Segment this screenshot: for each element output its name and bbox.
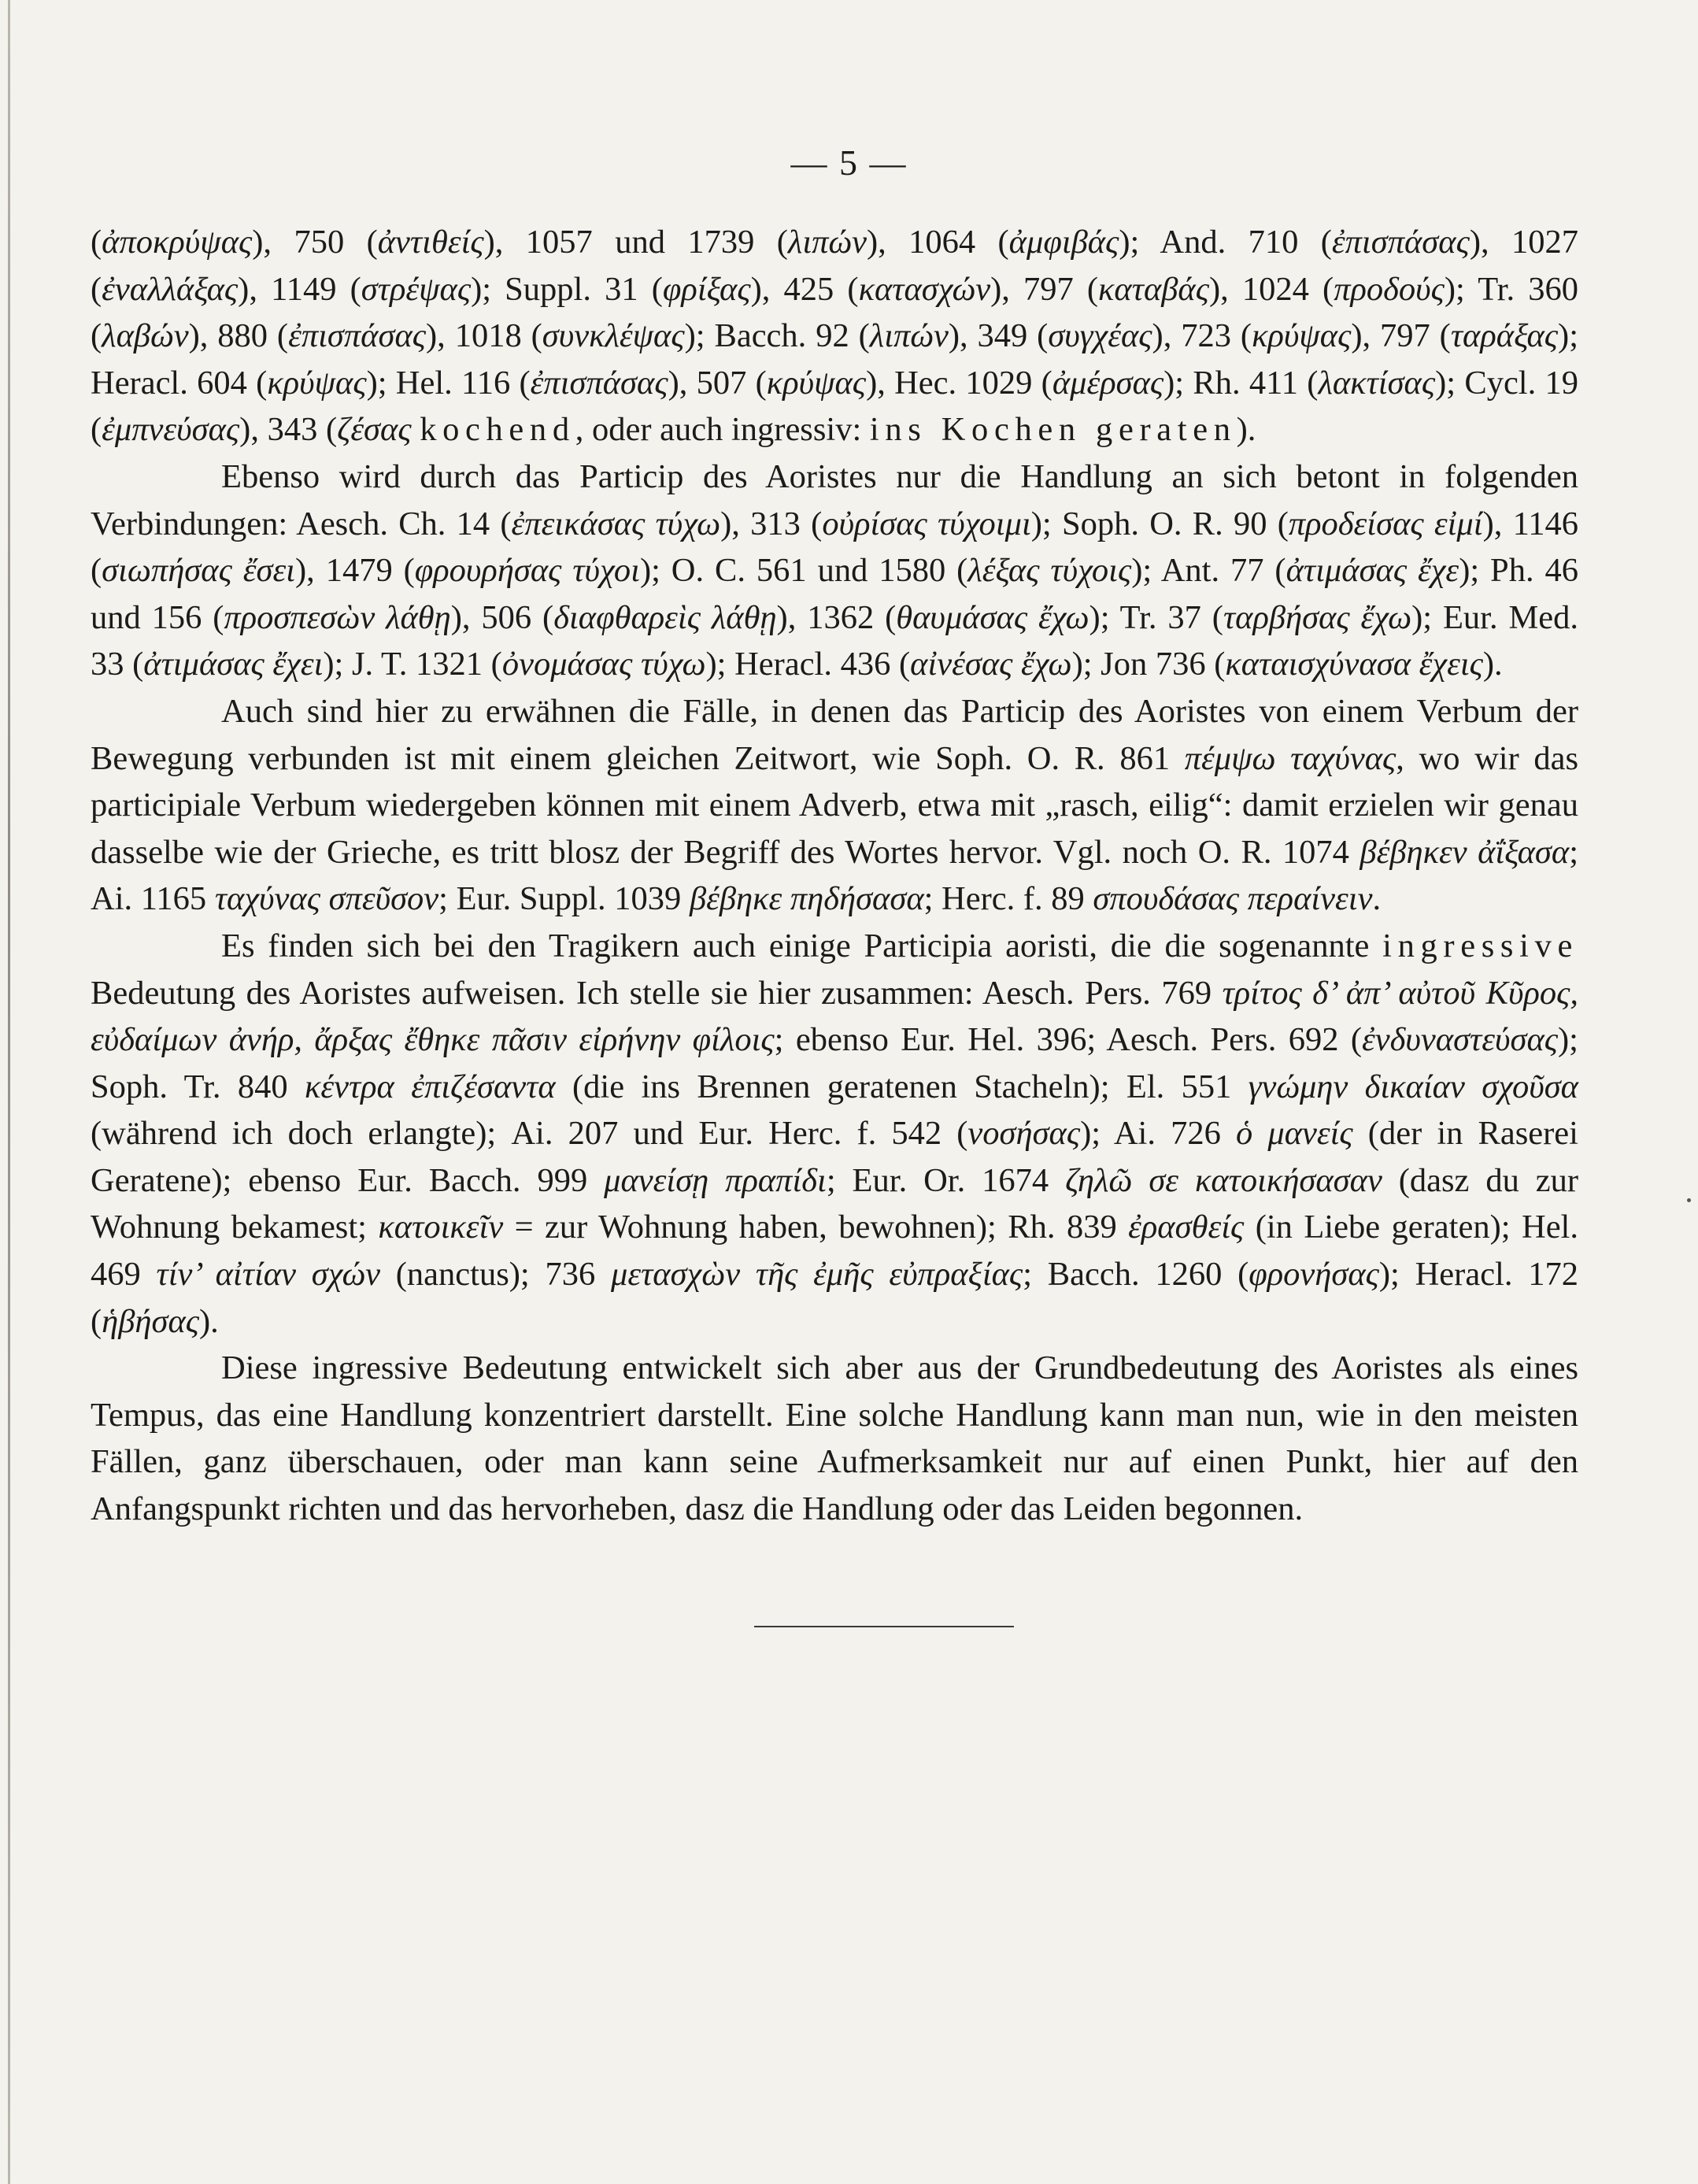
text-run: ); J. T. 1321 ( xyxy=(323,646,502,683)
greek-citation: βέβηκε πηδήσασα xyxy=(689,880,924,918)
page-number: — 5 — xyxy=(790,143,908,183)
greek-citation: προσπεσὼν λάθῃ xyxy=(224,598,451,636)
greek-citation: κατασχών xyxy=(858,270,991,308)
text-run: ); Heracl. 436 ( xyxy=(705,646,911,683)
text-run: (dasz du zur Wohnung bekamest; xyxy=(91,1161,1579,1246)
text-run: . xyxy=(1372,880,1382,918)
text-run: ), 1479 ( xyxy=(295,552,415,590)
greek-citation: ἡβήσας xyxy=(102,1302,200,1340)
text-run: ), 880 ( xyxy=(188,317,289,355)
paragraph-3 xyxy=(91,688,1578,923)
greek-citation: ἐρασθείς xyxy=(1128,1209,1245,1246)
text-run: (in Liebe geraten); Hel. 469 xyxy=(91,1209,1578,1294)
greek-citation: ἀτιμάσας ἔχε xyxy=(1286,552,1459,590)
text-run: Ebenso wird durch das Particip des Aoristes nur die Handlung an sich betont in folgenden Verbindungen: Aesch. Ch. 14 ( xyxy=(91,457,1578,542)
greek-citation: ἐπισπάσας xyxy=(288,317,426,355)
text-run: ); Eur. Med. 33 ( xyxy=(91,598,1578,683)
greek-citation: κρύψας xyxy=(267,364,367,402)
text-run: (der in Raserei Geratene); ebenso Eur. Bacch. 999 xyxy=(91,1115,1578,1199)
greek-citation: μανείσῃ πραπίδι xyxy=(604,1161,827,1199)
greek-citation: μετασχὼν τῆς ἐμῆς εὐπραξίας xyxy=(610,1256,1023,1294)
text-run: ), 1018 ( xyxy=(426,317,542,355)
greek-citation: ταχύνας σπεῦσον xyxy=(214,880,439,918)
greek-citation: νοσήσας xyxy=(967,1115,1081,1153)
text-run: ); Bacch. 92 ( xyxy=(684,317,870,355)
text-run: ), 1064 ( xyxy=(866,224,1009,261)
body-text xyxy=(91,219,1578,1533)
greek-citation: ἐπισπάσας xyxy=(530,364,668,402)
greek-citation: φρουρήσας τύχοι xyxy=(414,552,640,590)
greek-citation: ἀμέρσας xyxy=(1052,364,1164,402)
greek-citation: ἀτιμάσας ἔχει xyxy=(143,646,324,683)
greek-citation: γνώμην δικαίαν σχοῦσα xyxy=(1248,1068,1578,1105)
text-run: ); Hel. 116 ( xyxy=(366,364,531,402)
text-run: ), 1149 ( xyxy=(238,270,361,308)
greek-citation: φρίξας xyxy=(662,270,751,308)
greek-citation: ἀντιθείς xyxy=(377,224,484,261)
paragraph-1 xyxy=(91,219,1578,453)
text-run: (die ins Brennen geratenen Stacheln); El. 551 xyxy=(555,1068,1249,1105)
text-run: ( xyxy=(91,224,102,261)
greek-citation: καταισχύνασα ἔχεις xyxy=(1225,646,1483,683)
greek-citation: θαυμάσας ἔχω xyxy=(896,598,1089,636)
greek-citation: ἐπεικάσας τύχω xyxy=(511,505,721,542)
greek-citation: διαφθαρεὶς λάθῃ xyxy=(553,598,777,636)
text-run: (während ich doch erlangte); Ai. 207 und Eur. Herc. f. 542 ( xyxy=(91,1115,968,1153)
text-run: , oder auch ingressiv: xyxy=(575,411,870,449)
text-run: ; Herc. f. 89 xyxy=(923,880,1093,918)
text-run: (nanctus); 736 xyxy=(379,1256,611,1294)
text-run: ), 1024 ( xyxy=(1208,270,1334,308)
greek-citation: οὐρίσας τύχοιμι xyxy=(822,505,1031,542)
text-run: ), Hec. 1029 ( xyxy=(866,364,1052,402)
text-run: Bedeutung des Aoristes aufweisen. Ich stelle sie hier zusammen: Aesch. Pers. 769 xyxy=(91,974,1223,1012)
text-run: Auch sind hier zu erwähnen die Fälle, in denen das Particip des Aoristes von einem Verbum der Bewegung verbunden ist mit einem gleichen Zeitwort, wie Soph. O. R. 861 xyxy=(91,692,1578,777)
greek-citation: ταρβήσας ἔχω xyxy=(1223,598,1412,636)
greek-citation: ἐνδυναστεύσας xyxy=(1362,1021,1559,1059)
text-run: ; Eur. Suppl. 1039 xyxy=(438,880,690,918)
text-run: ); Suppl. 31 ( xyxy=(471,270,663,308)
text-run: ), 723 ( xyxy=(1152,317,1252,355)
text-run: ), 1146 ( xyxy=(91,505,1579,590)
text-run: ), 425 ( xyxy=(750,270,859,308)
greek-citation: λαβών xyxy=(102,317,189,355)
text-run: ); Heracl. 604 ( xyxy=(91,317,1579,402)
spaced-emphasis: kochend xyxy=(420,411,575,449)
text-run: ); Ai. 726 xyxy=(1080,1115,1236,1153)
text-run: ); And. 710 ( xyxy=(1119,224,1332,261)
greek-citation: κρύψας xyxy=(766,364,867,402)
greek-citation: προδείσας εἰμί xyxy=(1288,505,1483,542)
greek-citation: συνκλέψας xyxy=(542,317,685,355)
greek-citation: ὁ μανείς xyxy=(1235,1115,1353,1153)
text-run: ), 506 ( xyxy=(450,598,554,636)
text-run: ); Soph. Tr. 840 xyxy=(91,1021,1578,1105)
text-run: ), 750 ( xyxy=(252,224,378,261)
paragraph-5 xyxy=(91,1345,1578,1532)
greek-citation: πέμψω ταχύνας xyxy=(1184,739,1397,777)
greek-citation: ὀνομάσας τύχω xyxy=(501,646,706,683)
text-run: ); Cycl. 19 ( xyxy=(91,364,1579,449)
text-run: ), 797 ( xyxy=(1351,317,1451,355)
text-run: ), 313 ( xyxy=(720,505,823,542)
greek-citation: ζηλῶ σε κατοικήσασαν xyxy=(1065,1161,1382,1199)
text-run: ); Tr. 37 ( xyxy=(1089,598,1223,636)
greek-citation: λιπών xyxy=(869,317,949,355)
text-run: ). xyxy=(199,1302,219,1340)
greek-citation: ἐναλλάξας xyxy=(102,270,239,308)
text-run: ; ebenso Eur. Hel. 396; Aesch. Pers. 692 ( xyxy=(774,1021,1363,1059)
text-run: ); O. C. 561 und 1580 ( xyxy=(639,552,968,590)
greek-citation: τίν’ αἰτίαν σχών xyxy=(156,1256,380,1294)
greek-citation: αἰνέσας ἔχω xyxy=(910,646,1072,683)
text-run: ; Bacch. 1260 ( xyxy=(1023,1256,1249,1294)
page-binding-edge xyxy=(8,0,10,2184)
text-run: ). xyxy=(1482,646,1503,683)
text-run: ); Jon 736 ( xyxy=(1071,646,1226,683)
greek-citation: ταράξας xyxy=(1450,317,1559,355)
greek-citation: κρύψας xyxy=(1252,317,1352,355)
paragraph-2 xyxy=(91,453,1578,688)
spaced-emphasis: ins Kochen geraten xyxy=(869,411,1237,449)
greek-citation: κατοικεῖν xyxy=(378,1209,504,1246)
greek-citation: ἐπισπάσας xyxy=(1331,224,1470,261)
text-run: ), 797 ( xyxy=(990,270,1099,308)
text-run: , wo wir das participiale Verbum wiedergeben können mit einem Adverb, etwa mit „rasch, eilig“: damit erzielen wir genau dasselbe wie der Grieche, es tritt blosz der Begriff des Wortes hervor. Vgl. noch O. R. 1074 xyxy=(91,739,1579,871)
greek-citation: συγχέας xyxy=(1048,317,1152,355)
greek-citation: ἐμπνεύσας xyxy=(102,411,240,449)
text-run: ). xyxy=(1236,411,1256,449)
greek-citation: λιπών xyxy=(787,224,867,261)
margin-dot xyxy=(1687,1198,1691,1202)
greek-citation: λέξας τύχοις xyxy=(967,552,1132,590)
text-run: ); Ant. 77 ( xyxy=(1131,552,1286,590)
greek-citation: προδούς xyxy=(1334,270,1445,308)
text-run: ); Rh. 411 ( xyxy=(1163,364,1319,402)
greek-citation: ἀποκρύψας xyxy=(102,224,253,261)
greek-citation: κέντρα ἐπιζέσαντα xyxy=(304,1068,556,1105)
end-rule xyxy=(754,1626,1014,1627)
spaced-emphasis: ingressive xyxy=(1382,927,1578,964)
text-run: Diese ingressive Bedeutung entwickelt sich aber aus der Grundbedeutung des Aoristes als eines Tempus, das eine Handlung konzentriert darstellt. Eine solche Handlung kann man nun, wie in den meisten Fällen, ganz überschauen, oder man kann seine Aufmerksamkeit nur auf einen Punkt, hier auf den Anfangspunkt richten und das hervorheben, dasz die Handlung oder das Leiden begonnen. xyxy=(91,1349,1578,1528)
greek-citation: σιωπήσας ἔσει xyxy=(102,552,295,590)
text-run: ), 507 ( xyxy=(668,364,767,402)
text-run: ), 1362 ( xyxy=(776,598,897,636)
text-run: = zur Wohnung haben, bewohnen); Rh. 839 xyxy=(503,1209,1129,1246)
text-run: ), 349 ( xyxy=(948,317,1049,355)
greek-citation: βέβηκεν ἀΐξασα xyxy=(1360,833,1570,871)
greek-citation: καταβάς xyxy=(1098,270,1209,308)
text-run: ); Heracl. 172 ( xyxy=(91,1256,1579,1340)
text-run xyxy=(412,411,420,448)
text-run: ), 343 ( xyxy=(239,411,338,449)
greek-citation: ἀμφιβάς xyxy=(1008,224,1119,261)
text-run: ; Ai. 1165 xyxy=(91,833,1578,918)
text-run: ); Tr. 360 ( xyxy=(91,270,1578,355)
greek-citation: ζέσας xyxy=(337,411,412,449)
greek-citation: σπουδάσας περαίνειν xyxy=(1093,880,1373,918)
text-run: Es finden sich bei den Tragikern auch einige Participia aoristi, die die sogenannte xyxy=(221,927,1383,964)
paragraph-4 xyxy=(91,923,1578,1345)
greek-citation: τρίτος δ’ ἀπ’ αὐτοῦ Κῦρος, εὐδαίμων ἀνήρ, ἄρξας ἔθηκε πᾶσιν εἰρήνην φίλοις xyxy=(91,974,1578,1059)
greek-citation: φρονήσας xyxy=(1249,1256,1379,1294)
text-run: ), 1057 und 1739 ( xyxy=(483,224,788,261)
text-run: ), 1027 ( xyxy=(91,224,1578,308)
text-run: ); Ph. 46 und 156 ( xyxy=(91,552,1578,636)
text-run: ; Eur. Or. 1674 xyxy=(826,1161,1066,1199)
greek-citation: στρέψας xyxy=(361,270,472,308)
text-run: ); Soph. O. R. 90 ( xyxy=(1030,505,1289,542)
greek-citation: λακτίσας xyxy=(1318,364,1436,402)
